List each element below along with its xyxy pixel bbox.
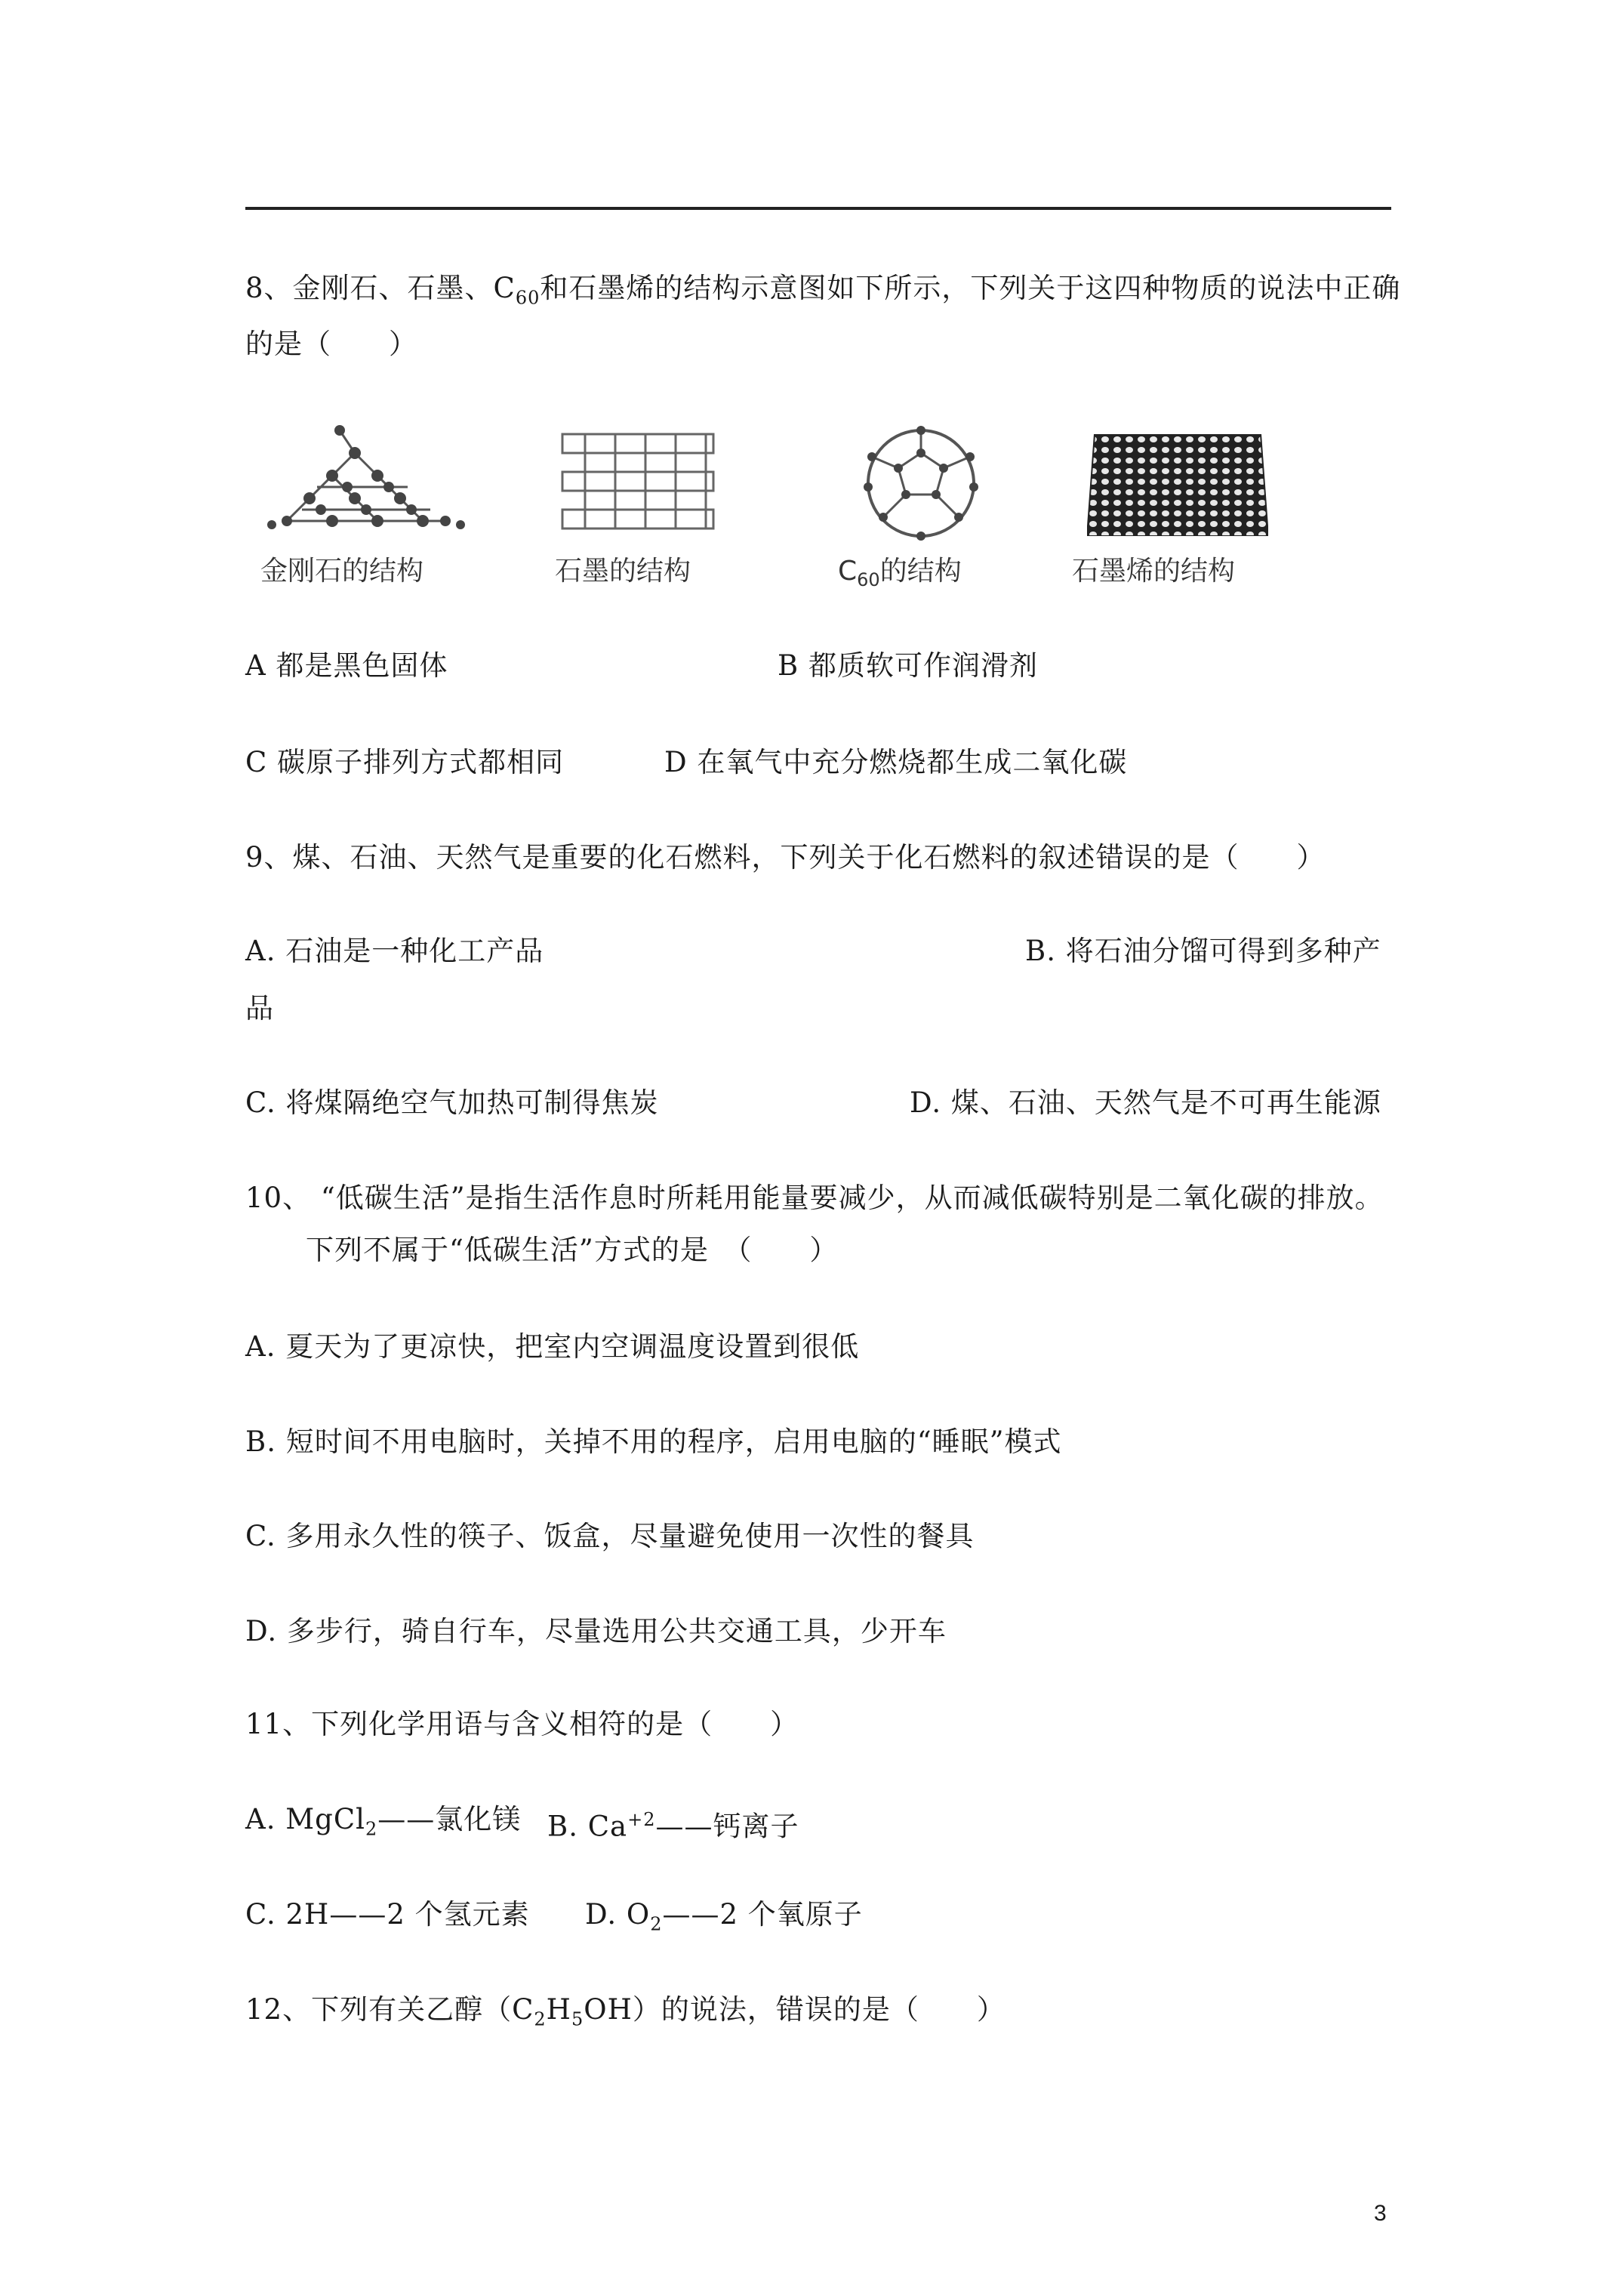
c60-structure-image [838, 423, 1004, 544]
q8-stem-line2: 的是（ ） [245, 328, 417, 360]
q8-option-a: A 都是黑色固体 [245, 649, 448, 682]
graphene-structure-image [1087, 434, 1268, 536]
graphite-caption: 石墨的结构 [555, 556, 691, 587]
q12-stem: 12、下列有关乙醇$(C_2H_5OH)$的说法，错误的是（ ） [245, 1993, 1006, 2030]
q10-option-d: D. 多步行，骑自行车，尽量选用公共交通工具，少开车 [245, 1615, 947, 1647]
q11-stem: 11、下列化学用语与含义相符的是（ ） [245, 1708, 799, 1740]
q8-option-d: D 在氧气中充分燃烧都生成二氧化碳 [664, 746, 1128, 778]
q11-option-d: D. $O_2——2$ 个氧原子 [585, 1898, 863, 1935]
c60-caption: $C_{60}$的结构 [838, 556, 962, 591]
q10-option-b: B. 短时间不用电脑时，关掉不用的程序，启用电脑的“睡眠”模式 [245, 1425, 1062, 1458]
q8-option-b: B 都质软可作润滑剂 [778, 649, 1038, 682]
diamond-caption: 金刚石的结构 [260, 556, 424, 587]
q9-option-b-wrap: 品 [245, 992, 274, 1025]
q10-option-a: A. 夏天为了更凉快，把室内空调温度设置到很低 [245, 1330, 860, 1363]
header-rule [245, 207, 1391, 210]
q11-option-c: C. 2H——2 个氢元素 [245, 1898, 530, 1931]
graphene-caption: 石墨烯的结构 [1072, 556, 1236, 587]
carbon-structures-figure [257, 423, 1313, 604]
page-number: 3 [1374, 2201, 1387, 2226]
q9-stem: 9、煤、石油、天然气是重要的化石燃料，下列关于化石燃料的叙述错误的是（ ） [245, 841, 1326, 874]
q8-option-c: C 碳原子排列方式都相同 [245, 746, 565, 778]
diamond-structure-image [257, 423, 476, 536]
q10-option-c: C. 多用永久性的筷子、饭盒，尽量避免使用一次性的餐具 [245, 1520, 975, 1552]
q11-option-b: B. $Ca^{+2}——$钙离子 [547, 1809, 799, 1843]
q9-option-d: D. 煤、石油、天然气是不可再生能源 [910, 1086, 1381, 1119]
q9-option-b: B. 将石油分馏可得到多种产 [1025, 935, 1381, 967]
q11-option-a: A. MgCl$_2$——氯化镁 [245, 1803, 522, 1840]
q9-option-a: A. 石油是一种化工产品 [245, 935, 544, 967]
q8-stem-line1: 8、金刚石、石墨、$C_{60}$和石墨烯的结构示意图如下所示，下列关于这四种物质的说法中正确 [245, 272, 1401, 309]
q10-stem-line1: 10、 “低碳生活”是指生活作息时所耗用能量要减少，从而减低碳特别是二氧化碳的排放。 [245, 1182, 1384, 1214]
q10-stem-line2: 下列不属于“低碳生活”方式的是 （ ） [306, 1234, 839, 1266]
q9-option-c: C. 将煤隔绝空气加热可制得焦炭 [245, 1086, 659, 1119]
graphite-structure-image [555, 430, 721, 536]
